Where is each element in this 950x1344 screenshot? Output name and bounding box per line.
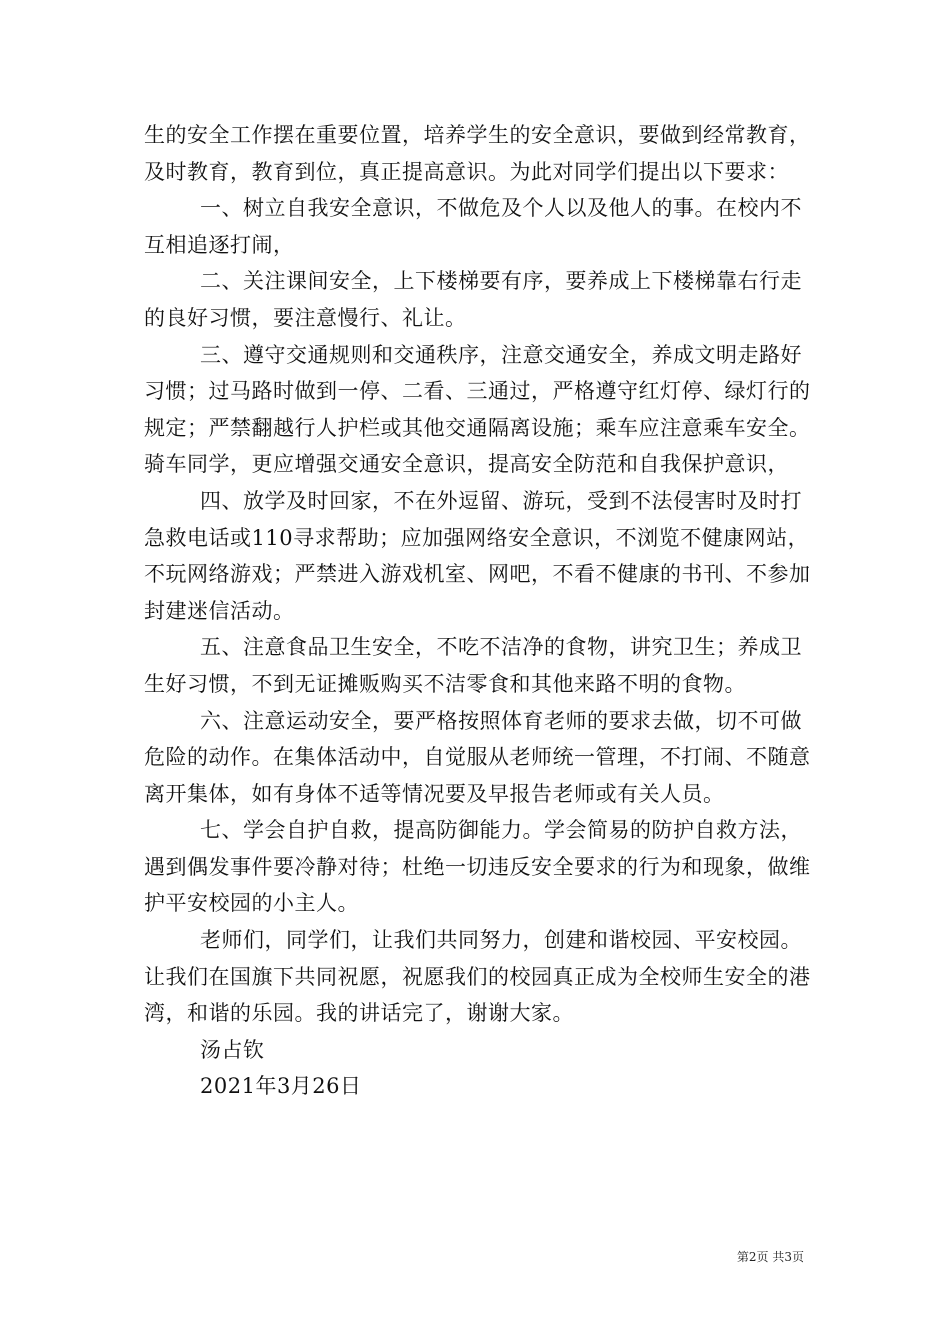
- paragraph-item-4: 四、放学及时回家，不在外逗留、游玩，受到不法侵害时及时打急救电话或110寻求帮助；应加强网络安全意识，不浏览不健康网站，不玩网络游戏；严禁进入游戏机室、网吧，不看不健康的书刊、不参加封建迷信活动。: [144, 488, 811, 623]
- document-body: [144, 117, 816, 1105]
- paragraph-item-2: 二、关注课间安全，上下楼梯要有序，要养成上下楼梯靠右行走的良好习惯，要注意慢行、礼让。: [144, 269, 802, 330]
- paragraph-closing: 老师们，同学们，让我们共同努力，创建和谐校园、平安校园。让我们在国旗下共同祝愿，祝愿我们的校园真正成为全校师生安全的港湾，和谐的乐园。我的讲话完了，谢谢大家。: [144, 928, 811, 1026]
- signature-name: 汤占钦: [200, 1037, 265, 1062]
- paragraph-intro: 生的安全工作摆在重要位置，培养学生的安全意识，要做到经常教育，及时教育，教育到位，真正提高意识。为此对同学们提出以下要求：: [144, 123, 811, 184]
- paragraph-item-6: 六、注意运动安全，要严格按照体育老师的要求去做，切不可做危险的动作。在集体活动中，自觉服从老师统一管理，不打闹、不随意离开集体，如有身体不适等情况要及早报告老师或有关人员。: [144, 708, 811, 806]
- paragraph-item-3: 三、遵守交通规则和交通秩序，注意交通安全，养成文明走路好习惯；过马路时做到一停、二看、三通过，严格遵守红灯停、绿灯行的规定；严禁翻越行人护栏或其他交通隔离设施；乘车应注意乘车安全。骑车同学，更应增强交通安全意识，提高安全防范和自我保护意识，: [144, 342, 811, 477]
- paragraph-item-5: 五、注意食品卫生安全，不吃不洁净的食物，讲究卫生；养成卫生好习惯，不到无证摊贩购买不洁零食和其他来路不明的食物。: [144, 635, 802, 696]
- paragraph-item-1: 一、树立自我安全意识，不做危及个人以及他人的事。在校内不互相追逐打闹，: [144, 196, 802, 257]
- signature-date: 2021年3月26日: [200, 1074, 362, 1099]
- page-number-footer: 第2页 共3页: [736, 1250, 804, 1264]
- paragraph-item-7: 七、学会自护自救，提高防御能力。学会简易的防护自救方法，遇到偶发事件要冷静对待；杜绝一切违反安全要求的行为和现象，做维护平安校园的小主人。: [144, 818, 811, 916]
